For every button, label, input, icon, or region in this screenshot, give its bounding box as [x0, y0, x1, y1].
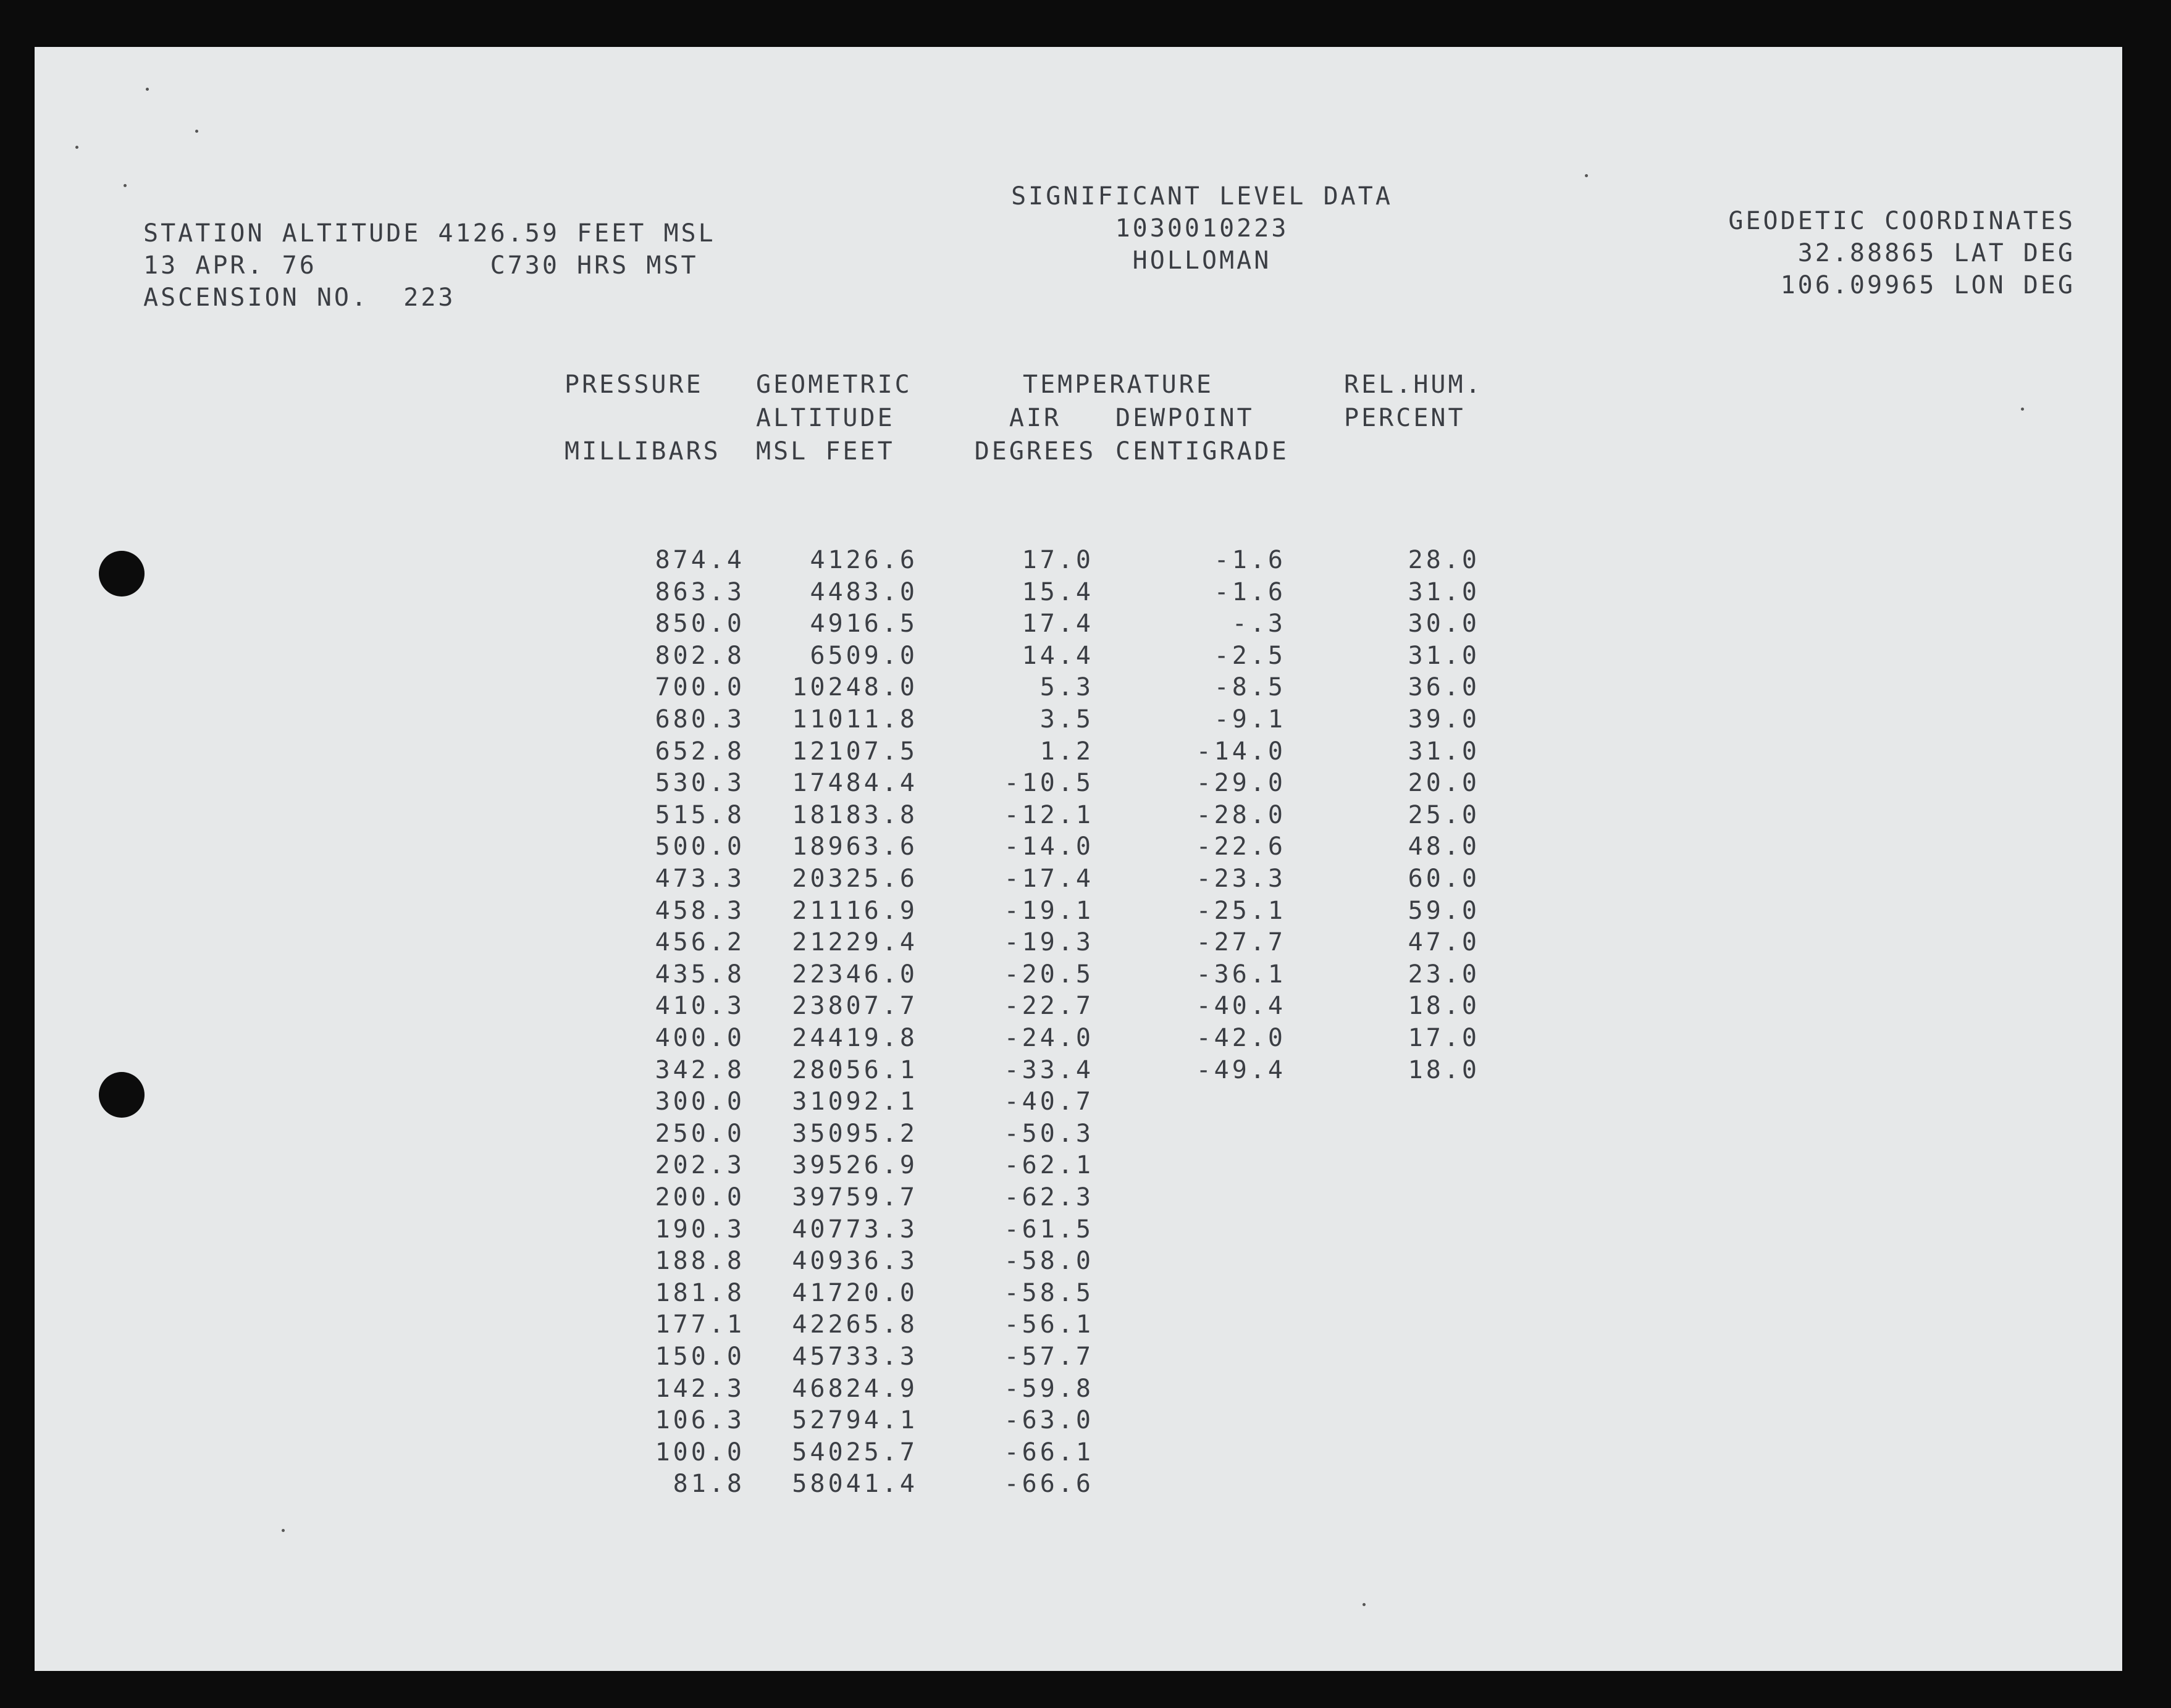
table-row	[35, 1470, 2122, 1502]
humidity-cell: 23.0	[1408, 960, 1480, 989]
humidity-cell: 31.0	[1408, 641, 1480, 670]
humidity-cell: 31.0	[1408, 737, 1480, 766]
humidity-cell: 18.0	[1408, 992, 1480, 1021]
pressure-cell: 850.0	[655, 609, 745, 638]
pressure-cell: 188.8	[655, 1247, 745, 1276]
pressure-cell: 250.0	[655, 1119, 745, 1148]
air-temp-cell: 17.0	[1022, 546, 1094, 574]
air-temp-cell: 14.4	[1022, 641, 1094, 670]
altitude-cell: 20325.6	[792, 864, 918, 893]
altitude-cell: 4126.6	[810, 546, 918, 574]
air-temp-cell: -40.7	[1004, 1087, 1094, 1116]
paper-speck	[2021, 408, 2024, 411]
pressure-cell: 652.8	[655, 737, 745, 766]
humidity-cell: 39.0	[1408, 705, 1480, 734]
humidity-cell: 30.0	[1408, 609, 1480, 638]
air-temp-cell: -61.5	[1004, 1215, 1094, 1244]
altitude-cell: 54025.7	[792, 1438, 918, 1467]
air-temp-cell: -66.6	[1004, 1470, 1094, 1499]
dewpoint-cell: -9.1	[1214, 705, 1286, 734]
pressure-cell: 863.3	[655, 577, 745, 606]
paper-speck	[1585, 174, 1588, 177]
altitude-cell: 6509.0	[810, 641, 918, 670]
humidity-cell: 28.0	[1408, 546, 1480, 574]
geodetic-lon: 106.09965 LON DEG	[1780, 271, 2075, 299]
pressure-cell: 190.3	[655, 1215, 745, 1244]
pressure-cell: 458.3	[655, 896, 745, 925]
pressure-cell: 473.3	[655, 864, 745, 893]
table-row	[35, 769, 2122, 801]
table-row	[35, 1310, 2122, 1342]
paper-speck	[1363, 1603, 1366, 1606]
altitude-cell: 39759.7	[792, 1183, 918, 1212]
altitude-cell: 45733.3	[792, 1342, 918, 1371]
dewpoint-cell: -42.0	[1196, 1024, 1286, 1052]
pressure-cell: 680.3	[655, 705, 745, 734]
pressure-cell: 456.2	[655, 928, 745, 957]
table-row	[35, 1056, 2122, 1088]
table-row	[35, 992, 2122, 1024]
dewpoint-cell: -27.7	[1196, 928, 1286, 957]
table-row	[35, 864, 2122, 897]
table-row	[35, 1279, 2122, 1311]
table-row	[35, 546, 2122, 578]
dewpoint-cell: -22.6	[1196, 832, 1286, 861]
altitude-cell: 18183.8	[792, 800, 918, 829]
pressure-cell: 202.3	[655, 1151, 745, 1180]
table-row	[35, 960, 2122, 992]
air-temp-cell: 15.4	[1022, 577, 1094, 606]
report-title: SIGNIFICANT LEVEL DATA	[1011, 182, 1393, 211]
humidity-cell: 48.0	[1408, 832, 1480, 861]
air-temp-cell: -22.7	[1004, 992, 1094, 1021]
dewpoint-cell: -29.0	[1196, 769, 1286, 798]
pressure-cell: 410.3	[655, 992, 745, 1021]
table-row	[35, 832, 2122, 864]
table-row	[35, 1342, 2122, 1375]
air-temp-cell: -59.8	[1004, 1374, 1094, 1403]
altitude-cell: 52794.1	[792, 1406, 918, 1435]
altitude-cell: 41720.0	[792, 1278, 918, 1307]
air-temp-cell: -14.0	[1004, 832, 1094, 861]
table-row	[35, 1406, 2122, 1438]
air-temp-cell: -17.4	[1004, 864, 1094, 893]
column-header-pressure: PRESSURE MILLIBARS	[565, 370, 721, 466]
table-row	[35, 1438, 2122, 1470]
altitude-cell: 28056.1	[792, 1055, 918, 1084]
air-temp-cell: -63.0	[1004, 1406, 1094, 1435]
pressure-cell: 100.0	[655, 1438, 745, 1467]
dewpoint-cell: -36.1	[1196, 960, 1286, 989]
humidity-cell: 20.0	[1408, 769, 1480, 798]
air-temp-cell: -58.0	[1004, 1247, 1094, 1276]
paper-speck	[195, 130, 198, 133]
pressure-cell: 81.8	[673, 1470, 745, 1499]
air-temp-cell: -62.3	[1004, 1183, 1094, 1212]
pressure-cell: 515.8	[655, 800, 745, 829]
pressure-cell: 150.0	[655, 1342, 745, 1371]
altitude-cell: 40773.3	[792, 1215, 918, 1244]
air-temp-cell: -19.1	[1004, 896, 1094, 925]
dewpoint-cell: -2.5	[1214, 641, 1286, 670]
altitude-cell: 10248.0	[792, 673, 918, 702]
table-row	[35, 1215, 2122, 1247]
pressure-cell: 142.3	[655, 1374, 745, 1403]
table-row	[35, 1024, 2122, 1056]
air-temp-cell: 3.5	[1039, 705, 1094, 734]
dewpoint-cell: -23.3	[1196, 864, 1286, 893]
altitude-cell: 35095.2	[792, 1119, 918, 1148]
pressure-cell: 802.8	[655, 641, 745, 670]
table-row	[35, 642, 2122, 674]
table-row	[35, 801, 2122, 833]
altitude-cell: 18963.6	[792, 832, 918, 861]
table-row	[35, 897, 2122, 929]
pressure-cell: 300.0	[655, 1087, 745, 1116]
column-header-dewpoint: DEWPOINT CENTIGRADE	[1115, 404, 1289, 466]
humidity-cell: 17.0	[1408, 1024, 1480, 1052]
altitude-cell: 22346.0	[792, 960, 918, 989]
air-temp-cell: -58.5	[1004, 1278, 1094, 1307]
paper-speck	[75, 146, 78, 149]
report-code: 1030010223	[1115, 214, 1289, 243]
pressure-cell: 181.8	[655, 1278, 745, 1307]
dewpoint-cell: -1.6	[1214, 546, 1286, 574]
air-temp-cell: 1.2	[1039, 737, 1094, 766]
altitude-cell: 17484.4	[792, 769, 918, 798]
humidity-cell: 25.0	[1408, 800, 1480, 829]
pressure-cell: 177.1	[655, 1310, 745, 1339]
air-temp-cell: -50.3	[1004, 1119, 1094, 1148]
table-row	[35, 928, 2122, 960]
table-row	[35, 1247, 2122, 1279]
dewpoint-cell: -28.0	[1196, 800, 1286, 829]
humidity-cell: 59.0	[1408, 896, 1480, 925]
air-temp-cell: -20.5	[1004, 960, 1094, 989]
pressure-cell: 200.0	[655, 1183, 745, 1212]
humidity-cell: 36.0	[1408, 673, 1480, 702]
air-temp-cell: -62.1	[1004, 1151, 1094, 1180]
dewpoint-cell: -49.4	[1196, 1055, 1286, 1084]
table-row	[35, 673, 2122, 705]
paper-speck	[282, 1529, 285, 1532]
altitude-cell: 31092.1	[792, 1087, 918, 1116]
geodetic-title: GEODETIC COORDINATES	[1728, 207, 2075, 235]
table-row	[35, 1087, 2122, 1120]
pressure-cell: 435.8	[655, 960, 745, 989]
altitude-cell: 11011.8	[792, 705, 918, 734]
humidity-cell: 47.0	[1408, 928, 1480, 957]
geodetic-lat: 32.88865 LAT DEG	[1797, 239, 2075, 267]
air-temp-cell: -10.5	[1004, 769, 1094, 798]
column-header-altitude: GEOMETRIC ALTITUDE MSL FEET	[756, 370, 912, 466]
humidity-cell: 60.0	[1408, 864, 1480, 893]
table-row	[35, 737, 2122, 769]
air-temp-cell: -33.4	[1004, 1055, 1094, 1084]
altitude-cell: 40936.3	[792, 1247, 918, 1276]
table-row	[35, 1120, 2122, 1152]
altitude-cell: 4916.5	[810, 609, 918, 638]
air-temp-cell: 17.4	[1022, 609, 1094, 638]
dewpoint-cell: -40.4	[1196, 992, 1286, 1021]
altitude-cell: 46824.9	[792, 1374, 918, 1403]
air-temp-cell: -57.7	[1004, 1342, 1094, 1371]
date-time: 13 APR. 76 C730 HRS MST	[143, 251, 699, 280]
paper-speck	[146, 88, 149, 91]
dewpoint-cell: -8.5	[1214, 673, 1286, 702]
pressure-cell: 874.4	[655, 546, 745, 574]
table-row	[35, 578, 2122, 610]
altitude-cell: 24419.8	[792, 1024, 918, 1052]
column-header-air: AIR DEGREES	[974, 404, 1096, 466]
pressure-cell: 342.8	[655, 1055, 745, 1084]
column-header-temperature: TEMPERATURE	[1023, 370, 1214, 399]
altitude-cell: 21229.4	[792, 928, 918, 957]
dewpoint-cell: -.3	[1232, 609, 1286, 638]
humidity-cell: 18.0	[1408, 1055, 1480, 1084]
table-row	[35, 1183, 2122, 1215]
altitude-cell: 58041.4	[792, 1470, 918, 1499]
dewpoint-cell: -1.6	[1214, 577, 1286, 606]
air-temp-cell: -66.1	[1004, 1438, 1094, 1467]
table-row	[35, 609, 2122, 642]
air-temp-cell: -56.1	[1004, 1310, 1094, 1339]
column-header-humidity: REL.HUM. PERCENT	[1344, 370, 1483, 432]
ascension-number: ASCENSION NO. 223	[143, 283, 456, 312]
humidity-cell: 31.0	[1408, 577, 1480, 606]
altitude-cell: 23807.7	[792, 992, 918, 1021]
pressure-cell: 500.0	[655, 832, 745, 861]
document-sheet	[35, 47, 2122, 1671]
report-location: HOLLOMAN	[1132, 246, 1272, 275]
table-row	[35, 705, 2122, 737]
air-temp-cell: -19.3	[1004, 928, 1094, 957]
air-temp-cell: -24.0	[1004, 1024, 1094, 1052]
altitude-cell: 39526.9	[792, 1151, 918, 1180]
air-temp-cell: 5.3	[1039, 673, 1094, 702]
table-row	[35, 1375, 2122, 1407]
altitude-cell: 12107.5	[792, 737, 918, 766]
table-row	[35, 1151, 2122, 1183]
air-temp-cell: -12.1	[1004, 800, 1094, 829]
pressure-cell: 700.0	[655, 673, 745, 702]
dewpoint-cell: -25.1	[1196, 896, 1286, 925]
pressure-cell: 530.3	[655, 769, 745, 798]
altitude-cell: 42265.8	[792, 1310, 918, 1339]
pressure-cell: 400.0	[655, 1024, 745, 1052]
dewpoint-cell: -14.0	[1196, 737, 1286, 766]
altitude-cell: 4483.0	[810, 577, 918, 606]
station-altitude: STATION ALTITUDE 4126.59 FEET MSL	[143, 219, 716, 248]
paper-speck	[124, 184, 127, 187]
altitude-cell: 21116.9	[792, 896, 918, 925]
pressure-cell: 106.3	[655, 1406, 745, 1435]
